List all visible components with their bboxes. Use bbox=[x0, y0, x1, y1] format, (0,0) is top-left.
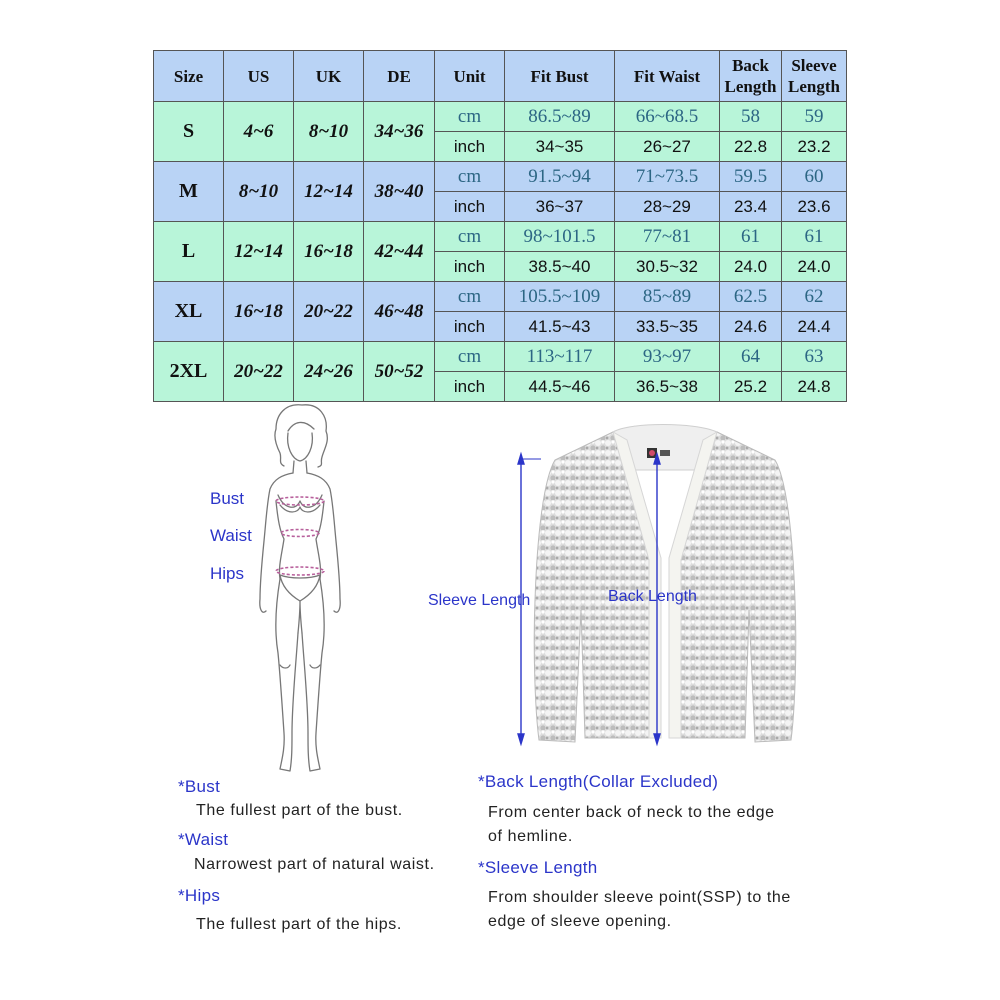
header-de: DE bbox=[364, 51, 435, 102]
size-cell: M bbox=[154, 162, 224, 222]
unit-cm-cell: cm bbox=[435, 342, 505, 372]
back-length-note-text-1: From center back of neck to the edge bbox=[488, 804, 775, 821]
back-length-cm-cell: 61 bbox=[720, 222, 782, 252]
waist-note-title: *Waist bbox=[178, 830, 229, 849]
sleeve-length-inch-cell: 24.8 bbox=[782, 372, 847, 402]
fit-bust-cm-cell: 91.5~94 bbox=[505, 162, 615, 192]
back-length-figure-label: Back Length bbox=[608, 588, 697, 605]
back-length-note-text-2: of hemline. bbox=[488, 828, 573, 845]
sleeve-length-cm-cell: 60 bbox=[782, 162, 847, 192]
fit-waist-inch-cell: 36.5~38 bbox=[615, 372, 720, 402]
header-fit-waist: Fit Waist bbox=[615, 51, 720, 102]
waist-note-text: Narrowest part of natural waist. bbox=[194, 856, 435, 873]
fit-bust-inch-cell: 38.5~40 bbox=[505, 252, 615, 282]
size-chart-table bbox=[153, 50, 847, 402]
hips-note-title: *Hips bbox=[178, 886, 221, 905]
header-fit-bust: Fit Bust bbox=[505, 51, 615, 102]
sleeve-length-inch-cell: 24.0 bbox=[782, 252, 847, 282]
fit-waist-inch-cell: 28~29 bbox=[615, 192, 720, 222]
bust-note-title: *Bust bbox=[178, 777, 221, 796]
us-size-cell: 8~10 bbox=[224, 162, 294, 222]
fit-waist-inch-cell: 33.5~35 bbox=[615, 312, 720, 342]
fit-bust-inch-cell: 34~35 bbox=[505, 132, 615, 162]
de-size-cell: 46~48 bbox=[364, 282, 435, 342]
sleeve-length-inch-cell: 23.6 bbox=[782, 192, 847, 222]
de-size-cell: 42~44 bbox=[364, 222, 435, 282]
header-sleeve-length bbox=[782, 51, 847, 102]
uk-size-cell: 12~14 bbox=[294, 162, 364, 222]
unit-inch-cell: inch bbox=[435, 192, 505, 222]
waist-figure-label: Waist bbox=[210, 526, 252, 545]
table-row bbox=[154, 162, 847, 192]
hips-figure-label: Hips bbox=[210, 564, 245, 583]
fit-bust-cm-cell: 98~101.5 bbox=[505, 222, 615, 252]
de-size-cell: 38~40 bbox=[364, 162, 435, 222]
de-size-cell: 34~36 bbox=[364, 102, 435, 162]
back-length-note-title: *Back Length(Collar Excluded) bbox=[478, 772, 719, 791]
back-length-inch-cell: 24.6 bbox=[720, 312, 782, 342]
unit-inch-cell: inch bbox=[435, 252, 505, 282]
back-length-cm-cell: 58 bbox=[720, 102, 782, 132]
sleeve-length-cm-cell: 59 bbox=[782, 102, 847, 132]
bust-figure-label: Bust bbox=[210, 489, 245, 508]
table-row bbox=[154, 282, 847, 312]
us-size-cell: 20~22 bbox=[224, 342, 294, 402]
back-length-inch-cell: 22.8 bbox=[720, 132, 782, 162]
sleeve-length-note-title: *Sleeve Length bbox=[478, 858, 598, 877]
uk-size-cell: 20~22 bbox=[294, 282, 364, 342]
us-size-cell: 4~6 bbox=[224, 102, 294, 162]
sleeve-length-cm-cell: 61 bbox=[782, 222, 847, 252]
header-us: US bbox=[224, 51, 294, 102]
back-length-inch-cell: 24.0 bbox=[720, 252, 782, 282]
table-row bbox=[154, 222, 847, 252]
body-outline-figure bbox=[240, 403, 360, 778]
uk-size-cell: 24~26 bbox=[294, 342, 364, 402]
sleeve-length-inch-cell: 23.2 bbox=[782, 132, 847, 162]
fit-waist-cm-cell: 66~68.5 bbox=[615, 102, 720, 132]
fit-waist-inch-cell: 30.5~32 bbox=[615, 252, 720, 282]
us-size-cell: 16~18 bbox=[224, 282, 294, 342]
fit-bust-inch-cell: 36~37 bbox=[505, 192, 615, 222]
back-length-cm-cell: 64 bbox=[720, 342, 782, 372]
header-sleeve-length-line2: Length bbox=[788, 77, 840, 96]
size-cell: XL bbox=[154, 282, 224, 342]
header-uk: UK bbox=[294, 51, 364, 102]
header-back-length bbox=[720, 51, 782, 102]
unit-cm-cell: cm bbox=[435, 162, 505, 192]
table-row bbox=[154, 102, 847, 132]
fit-waist-cm-cell: 77~81 bbox=[615, 222, 720, 252]
us-size-cell: 12~14 bbox=[224, 222, 294, 282]
sleeve-length-inch-cell: 24.4 bbox=[782, 312, 847, 342]
header-back-length-line1: Back bbox=[732, 56, 769, 75]
back-length-inch-cell: 25.2 bbox=[720, 372, 782, 402]
fit-waist-inch-cell: 26~27 bbox=[615, 132, 720, 162]
header-sleeve-length-line1: Sleeve bbox=[791, 56, 837, 75]
fit-bust-inch-cell: 44.5~46 bbox=[505, 372, 615, 402]
fit-bust-inch-cell: 41.5~43 bbox=[505, 312, 615, 342]
fit-bust-cm-cell: 105.5~109 bbox=[505, 282, 615, 312]
unit-cm-cell: cm bbox=[435, 282, 505, 312]
uk-size-cell: 8~10 bbox=[294, 102, 364, 162]
table-row bbox=[154, 342, 847, 372]
sleeve-length-note-text-2: edge of sleeve opening. bbox=[488, 913, 672, 930]
unit-cm-cell: cm bbox=[435, 102, 505, 132]
fit-bust-cm-cell: 113~117 bbox=[505, 342, 615, 372]
hips-note-text: The fullest part of the hips. bbox=[196, 916, 402, 933]
uk-size-cell: 16~18 bbox=[294, 222, 364, 282]
unit-inch-cell: inch bbox=[435, 312, 505, 342]
sleeve-length-figure-label: Sleeve Length bbox=[428, 592, 531, 609]
fit-waist-cm-cell: 93~97 bbox=[615, 342, 720, 372]
fit-bust-cm-cell: 86.5~89 bbox=[505, 102, 615, 132]
unit-cm-cell: cm bbox=[435, 222, 505, 252]
fit-waist-cm-cell: 85~89 bbox=[615, 282, 720, 312]
de-size-cell: 50~52 bbox=[364, 342, 435, 402]
unit-inch-cell: inch bbox=[435, 372, 505, 402]
back-length-cm-cell: 59.5 bbox=[720, 162, 782, 192]
size-cell: 2XL bbox=[154, 342, 224, 402]
header-back-length-line2: Length bbox=[724, 77, 777, 96]
header-unit: Unit bbox=[435, 51, 505, 102]
back-length-inch-cell: 23.4 bbox=[720, 192, 782, 222]
sleeve-length-cm-cell: 62 bbox=[782, 282, 847, 312]
fit-waist-cm-cell: 71~73.5 bbox=[615, 162, 720, 192]
size-cell: S bbox=[154, 102, 224, 162]
back-length-cm-cell: 62.5 bbox=[720, 282, 782, 312]
header-row bbox=[154, 51, 847, 102]
sleeve-length-cm-cell: 63 bbox=[782, 342, 847, 372]
size-cell: L bbox=[154, 222, 224, 282]
unit-inch-cell: inch bbox=[435, 132, 505, 162]
sleeve-length-note-text-1: From shoulder sleeve point(SSP) to the bbox=[488, 889, 791, 906]
bust-note-text: The fullest part of the bust. bbox=[196, 802, 403, 819]
header-size: Size bbox=[154, 51, 224, 102]
